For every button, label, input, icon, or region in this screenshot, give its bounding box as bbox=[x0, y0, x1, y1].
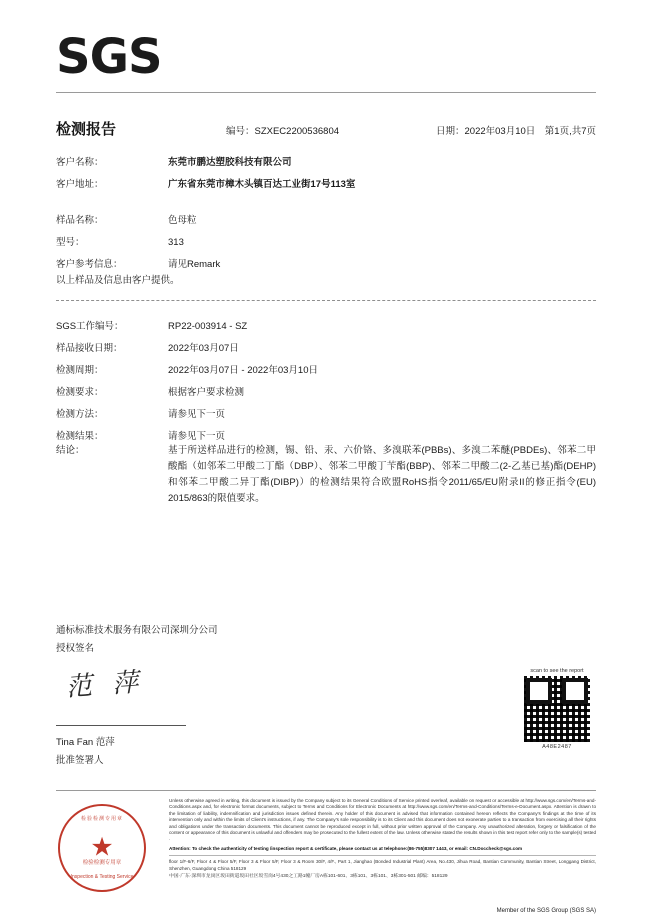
info-row bbox=[56, 360, 596, 382]
sample-note: 以上样品及信息由客户提供。 bbox=[56, 275, 180, 286]
legal-attention: Attention: To check the authenticity of testing /inspection report & certificate, please contact us at telephone:(86-755)8307 1443, or email: CN.Doccheck@sgs.com bbox=[169, 845, 523, 851]
info-row bbox=[56, 382, 596, 404]
field-value: 广东省东莞市樟木头镇百达工业街17号113室 bbox=[168, 179, 356, 190]
signing-company: 通标标准技术服务有限公司深圳分公司 bbox=[56, 625, 218, 636]
field-label: 客户地址： bbox=[56, 179, 104, 190]
customer-info-block bbox=[56, 152, 596, 196]
handwritten-signature bbox=[56, 667, 236, 732]
field-value: RP22-003914 - SZ bbox=[168, 321, 248, 332]
signature-block bbox=[56, 622, 456, 770]
testing-info-block bbox=[56, 316, 596, 448]
field-value: 请见Remark bbox=[168, 259, 221, 270]
section-divider bbox=[56, 300, 596, 301]
field-value: 请参见下一页 bbox=[168, 431, 226, 442]
stamp-circle bbox=[58, 804, 146, 892]
stamp-bottom-text: Inspection & Testing Service bbox=[70, 874, 134, 880]
footer-divider bbox=[56, 790, 596, 791]
info-row bbox=[56, 338, 596, 360]
stamp-mid-text: 检验检测专用章 bbox=[82, 860, 122, 866]
field-value: 根据客户要求检测 bbox=[168, 387, 245, 398]
signature-line bbox=[56, 725, 186, 726]
qr-code-icon[interactable] bbox=[524, 676, 590, 742]
field-label: 客户参考信息： bbox=[56, 259, 123, 270]
stamp-top-text: 检验检测专用章 bbox=[80, 816, 123, 822]
report-date: 日期：2022年03月10日 bbox=[436, 126, 536, 137]
footer-address-en: floor 1/F-6/F, Floor 4 & Floor 5/F, Floor 3 & Floor 5/F, Floor 3 & Room 30/F, 4/F., Part 1, Jianghao (Bonded Industrial Plant) Area, No.430, Jihua Road, Bantian Community, Bantian Street, Longgang District, Shenzhen, Guangdong China 518129 bbox=[169, 855, 596, 872]
star-icon: ★ bbox=[90, 831, 114, 862]
field-label: 检测周期： bbox=[56, 365, 104, 376]
conclusion-block bbox=[56, 443, 596, 507]
qr-caption: scan to see the report bbox=[530, 668, 584, 674]
field-label: 检测方法： bbox=[56, 409, 104, 420]
conclusion-label: 结论： bbox=[56, 445, 85, 456]
authorized-signature-label: 授权签名 bbox=[56, 643, 95, 654]
report-number: 编号：SZXEC2200536804 bbox=[226, 126, 340, 137]
field-label: 客户名称： bbox=[56, 157, 104, 168]
field-label: 样品名称： bbox=[56, 215, 104, 226]
field-label: 样品接收日期： bbox=[56, 343, 123, 354]
info-row bbox=[56, 210, 596, 232]
field-label: 检测结果： bbox=[56, 431, 104, 442]
field-value: 2022年03月07日 - 2022年03月10日 bbox=[168, 365, 318, 376]
sgs-logo-header bbox=[56, 29, 596, 93]
official-stamp bbox=[56, 798, 161, 898]
signer-name: Tina Fan 范萍 bbox=[56, 737, 115, 748]
signer-role: 批准签署人 bbox=[56, 755, 104, 766]
field-label: 型号： bbox=[56, 237, 85, 248]
info-row bbox=[56, 174, 596, 196]
info-row bbox=[56, 404, 596, 426]
field-label: SGS工作编号： bbox=[56, 321, 124, 332]
field-value: 313 bbox=[168, 237, 184, 248]
signature-script-text: 范 萍 bbox=[65, 667, 146, 703]
qr-code-block[interactable] bbox=[518, 668, 596, 750]
info-row bbox=[56, 232, 596, 254]
sgs-group-member: Member of the SGS Group (SGS SA) bbox=[496, 908, 596, 914]
info-row bbox=[56, 316, 596, 338]
field-value: 请参见下一页 bbox=[168, 409, 226, 420]
legal-paragraph: Unless otherwise agreed in writing, this document is issued by the Company subject to its General Conditions of Service printed overleaf, available on request or accessible at http://www.sgs.com/en/Terms-and-Conditions.aspx and, for electronic format documents, subject to Terms and Conditions for Electronic Documents at http://www.sgs.com/en/Terms-and-Conditions/Terms-e-Document.aspx. Attention is drawn to the limitation of liability, indemnification and jurisdiction issues defined therein. Any holder of this document is advised that information contained hereon reflects the Company's findings at the time of its intervention only and within the limits of Client's instructions, if any. The Company's sole responsibility is to its Client and this document does not exonerate parties to a transaction from exercising all their rights and obligations under the transaction documents. This document cannot be reproduced except in full, without prior written approval of the Company. Any unauthorized alteration, forgery or falsification of the content or appearance of this document is unlawful and offenders may be prosecuted to the fullest extent of the law. Unless otherwise stated the results shown in this test report refer only to the sample(s) tested . bbox=[169, 798, 596, 842]
field-value: 色母粒 bbox=[168, 215, 197, 226]
sgs-logo-text: SGS bbox=[56, 29, 162, 85]
field-label: 检测要求： bbox=[56, 387, 104, 398]
field-value: 东莞市鹏达塑胶科技有限公司 bbox=[168, 157, 292, 168]
header-divider bbox=[56, 92, 596, 93]
conclusion-text: 基于所送样品进行的检测，锡、铅、汞、六价铬、多溴联苯(PBBs)、多溴二苯醚(PBDEs)、邻苯二甲酸酯（如邻苯二甲酸二丁酯（DBP）、邻苯二甲酸丁苄酯(BBP)、邻苯二甲酸二(2-乙基已基)酯(DEHP)和邻苯二甲酸二异丁酯(DIBP)）的检测结果符合欧盟RoHS指令2011/65/EU附录II的修正指令(EU) 2015/863的限值要求。 bbox=[168, 445, 596, 504]
qr-id: A48E2487 bbox=[542, 744, 572, 750]
sample-info-block bbox=[56, 210, 596, 276]
title-row bbox=[56, 118, 596, 139]
page-title: 检测报告 bbox=[56, 121, 117, 138]
info-row bbox=[56, 152, 596, 174]
field-value: 2022年03月07日 bbox=[168, 343, 239, 354]
page-count: 第1页,共7页 bbox=[544, 126, 596, 137]
footer-address-cn: 中国·广东·深圳市龙岗区坂田街道坂田社区坂雪岗4号430之工路1幢厂房A栋101-601、3栋101、3栋101、3栋301-501 邮编：518129 bbox=[169, 874, 448, 880]
footer-legal bbox=[169, 798, 596, 898]
footer bbox=[56, 798, 596, 898]
